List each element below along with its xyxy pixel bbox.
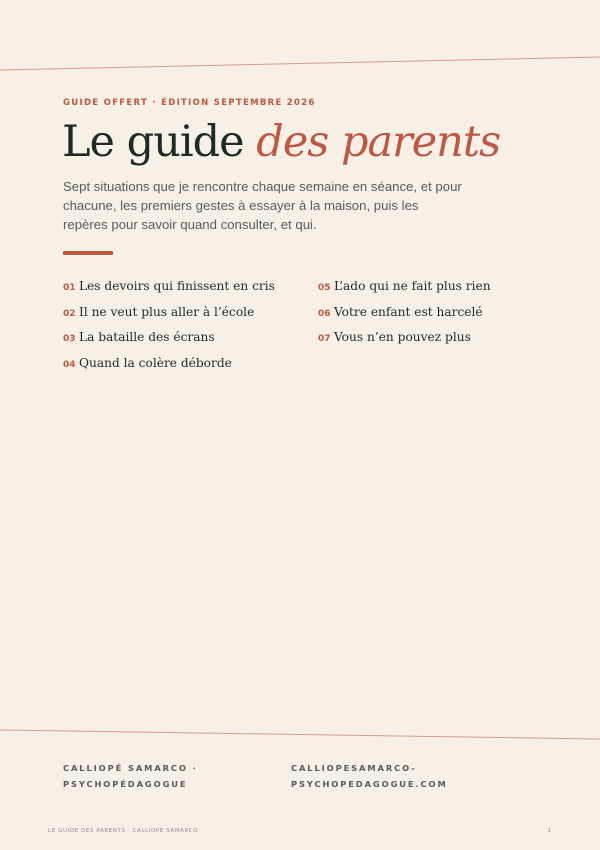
- toc-number: 02: [63, 308, 76, 319]
- bottom-rule: [0, 730, 600, 739]
- running-footer: LE GUIDE DES PARENTS · CALLIOPÉ SAMARCO: [48, 828, 199, 834]
- toc-item[interactable]: [63, 356, 275, 382]
- edition-eyebrow: GUIDE OFFERT · ÉDITION SEPTEMBRE 2026: [63, 98, 316, 108]
- toc-item[interactable]: [63, 279, 275, 305]
- toc-number: 01: [63, 283, 76, 293]
- toc-label: Quand la colère déborde: [79, 355, 232, 370]
- toc-item[interactable]: [63, 305, 275, 331]
- accent-divider: [63, 251, 113, 255]
- toc-label: L’ado qui ne fait plus rien: [334, 279, 491, 293]
- toc-item[interactable]: [63, 330, 275, 356]
- toc-item[interactable]: [318, 279, 491, 305]
- page-title: [62, 116, 500, 168]
- toc-item[interactable]: [318, 330, 491, 356]
- toc-column-left: [63, 279, 275, 381]
- toc-number: 06: [318, 308, 331, 319]
- toc-item[interactable]: [318, 305, 491, 331]
- toc-label: Les devoirs qui finissent en cris: [79, 279, 275, 293]
- toc-label: Il ne veut plus aller à l’école: [79, 304, 255, 319]
- intro-paragraph: Sept situations que je rencontre chaque semaine en séance, et pour chacune, les premiers gestes à essayer à la maison, puis les repères pour savoir quand consulter, et qui.: [63, 179, 462, 232]
- toc-label: Vous n’en pouvez plus: [334, 330, 471, 344]
- toc-label: La bataille des écrans: [79, 330, 215, 344]
- title-main: Le guide: [62, 117, 244, 167]
- website-line-2: PSYCHOPEDAGOGUE.COM: [291, 779, 448, 789]
- website-link[interactable]: [291, 760, 491, 792]
- author-name: CALLIOPÉ SAMARCO ·: [63, 763, 198, 773]
- toc-number: 04: [63, 359, 76, 370]
- toc-number: 03: [63, 334, 76, 344]
- author-role: PSYCHOPÉDAGOGUE: [63, 779, 188, 789]
- title-accent: des parents: [256, 117, 501, 167]
- author-credit: [63, 760, 253, 792]
- top-rule: [0, 57, 600, 70]
- toc-label: Votre enfant est harcelé: [334, 304, 483, 319]
- toc-number: 07: [318, 334, 331, 344]
- website-line-1: CALLIOPESAMARCO-: [291, 763, 417, 773]
- toc-column-right: [318, 279, 491, 356]
- page-number: 1: [547, 828, 551, 834]
- toc-number: 05: [318, 283, 331, 293]
